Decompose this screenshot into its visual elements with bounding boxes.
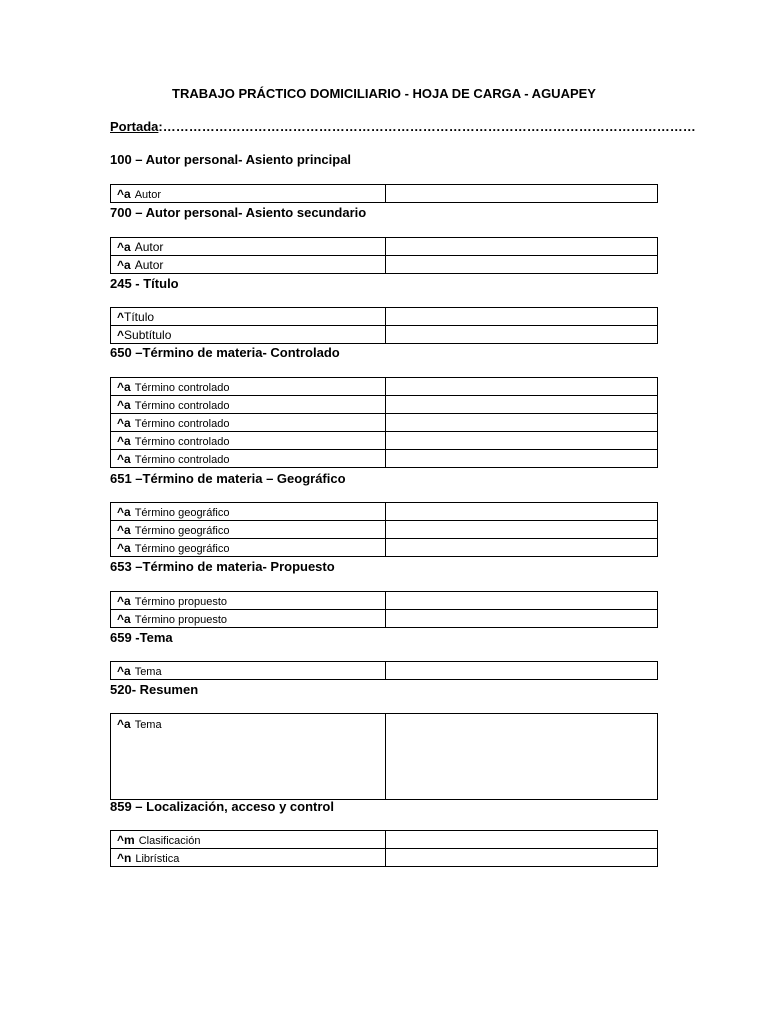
field-value-cell[interactable] [386, 662, 658, 680]
field-label: Autor [134, 257, 164, 272]
table-653 [110, 591, 658, 628]
field-label: Término geográfico [134, 542, 230, 555]
field-label-cell [111, 378, 386, 396]
field-value-cell[interactable] [386, 378, 658, 396]
table-659 [110, 661, 658, 680]
field-label-cell [111, 308, 386, 326]
table-row [111, 849, 658, 867]
field-label-cell [111, 503, 386, 521]
subfield-code: ^a [117, 522, 131, 537]
subfield-code: ^a [117, 504, 131, 519]
field-label: Término propuesto [134, 595, 228, 608]
field-label-cell [111, 539, 386, 557]
table-row [111, 714, 658, 800]
field-label: Clasificación [138, 834, 201, 847]
table-row [111, 539, 658, 557]
field-label: Tema [134, 665, 162, 678]
field-label: Librística [135, 852, 180, 865]
subfield-code: ^a [117, 663, 131, 678]
field-value-cell[interactable] [386, 503, 658, 521]
field-label-cell [111, 326, 386, 344]
field-label: Término controlado [134, 381, 230, 394]
section-heading-859: 859 – Localización, acceso y control [110, 799, 334, 814]
table-245 [110, 307, 658, 344]
section-heading-650: 650 –Término de materia- Controlado [110, 345, 340, 360]
field-label: Término propuesto [134, 613, 228, 626]
field-label-cell [111, 662, 386, 680]
field-label: Autor [134, 239, 164, 254]
table-100 [110, 184, 658, 203]
field-value-cell[interactable] [386, 714, 658, 800]
field-value-cell[interactable] [386, 610, 658, 628]
subfield-code: ^ [117, 309, 125, 324]
field-value-cell[interactable] [386, 308, 658, 326]
field-label-cell [111, 450, 386, 468]
field-value-cell[interactable] [386, 432, 658, 450]
field-label: Tema [134, 719, 162, 731]
table-row [111, 308, 658, 326]
section-heading-520: 520- Resumen [110, 682, 199, 697]
table-row [111, 238, 658, 256]
portada-label: Portada [110, 119, 159, 134]
table-row [111, 414, 658, 432]
table-row [111, 185, 658, 203]
table-row [111, 450, 658, 468]
section-heading-700: 700 – Autor personal- Asiento secundario [110, 205, 367, 220]
table-859 [110, 830, 658, 867]
field-value-cell[interactable] [386, 396, 658, 414]
section-heading-100: 100 – Autor personal- Asiento principal [110, 152, 352, 167]
field-value-cell[interactable] [386, 185, 658, 203]
section-heading-245: 245 - Título [110, 276, 179, 291]
table-row [111, 592, 658, 610]
field-label: Término controlado [134, 435, 230, 448]
field-value-cell[interactable] [386, 238, 658, 256]
subfield-code: ^a [117, 257, 131, 272]
table-651 [110, 502, 658, 557]
subfield-code: ^a [117, 433, 131, 448]
field-label-cell [111, 396, 386, 414]
field-value-cell[interactable] [386, 450, 658, 468]
field-label: Término controlado [134, 399, 230, 412]
field-label-cell [111, 592, 386, 610]
table-row [111, 831, 658, 849]
field-label-cell [111, 256, 386, 274]
subfield-code: ^ [117, 327, 125, 342]
subfield-code: ^a [117, 239, 131, 254]
field-value-cell[interactable] [386, 414, 658, 432]
table-row [111, 432, 658, 450]
field-label-cell [111, 238, 386, 256]
subfield-code: ^a [117, 451, 131, 466]
field-value-cell[interactable] [386, 539, 658, 557]
table-650 [110, 377, 658, 468]
field-value-cell[interactable] [386, 849, 658, 867]
portada-dots: :…………………………………………………………………………………………………………… [158, 119, 696, 134]
field-label-cell [111, 610, 386, 628]
table-520 [110, 713, 658, 800]
subfield-code: ^a [117, 186, 131, 201]
field-label-cell [111, 185, 386, 203]
table-row [111, 326, 658, 344]
subfield-code: ^a [117, 593, 131, 608]
page-title: TRABAJO PRÁCTICO DOMICILIARIO - HOJA DE CARGA - AGUAPEY [172, 86, 596, 101]
subfield-code: ^a [117, 397, 131, 412]
field-label-cell [111, 714, 386, 800]
subfield-code: ^m [117, 832, 135, 847]
field-label-cell [111, 432, 386, 450]
portada-line [110, 119, 696, 134]
field-label: Autor [134, 188, 161, 201]
table-700 [110, 237, 658, 274]
field-label: Título [124, 309, 155, 324]
section-heading-653: 653 –Término de materia- Propuesto [110, 559, 335, 574]
table-row [111, 378, 658, 396]
field-value-cell[interactable] [386, 831, 658, 849]
subfield-code: ^a [117, 379, 131, 394]
subfield-code: ^a [117, 611, 131, 626]
table-row [111, 610, 658, 628]
table-row [111, 396, 658, 414]
field-value-cell[interactable] [386, 256, 658, 274]
field-label-cell [111, 831, 386, 849]
field-label: Subtítulo [124, 327, 172, 342]
field-label-cell [111, 521, 386, 539]
table-row [111, 662, 658, 680]
subfield-code: ^a [117, 717, 131, 731]
field-label: Término geográfico [134, 506, 230, 519]
field-value-cell[interactable] [386, 521, 658, 539]
section-heading-659: 659 -Tema [110, 630, 173, 645]
field-label: Término controlado [134, 453, 230, 466]
subfield-code: ^a [117, 415, 131, 430]
table-row [111, 503, 658, 521]
section-heading-651: 651 –Término de materia – Geográfico [110, 471, 346, 486]
field-label: Término controlado [134, 417, 230, 430]
field-label: Término geográfico [134, 524, 230, 537]
subfield-code: ^a [117, 540, 131, 555]
field-value-cell[interactable] [386, 326, 658, 344]
subfield-code: ^n [117, 850, 132, 865]
field-value-cell[interactable] [386, 592, 658, 610]
field-label-cell [111, 414, 386, 432]
field-label-cell [111, 849, 386, 867]
table-row [111, 521, 658, 539]
table-row [111, 256, 658, 274]
